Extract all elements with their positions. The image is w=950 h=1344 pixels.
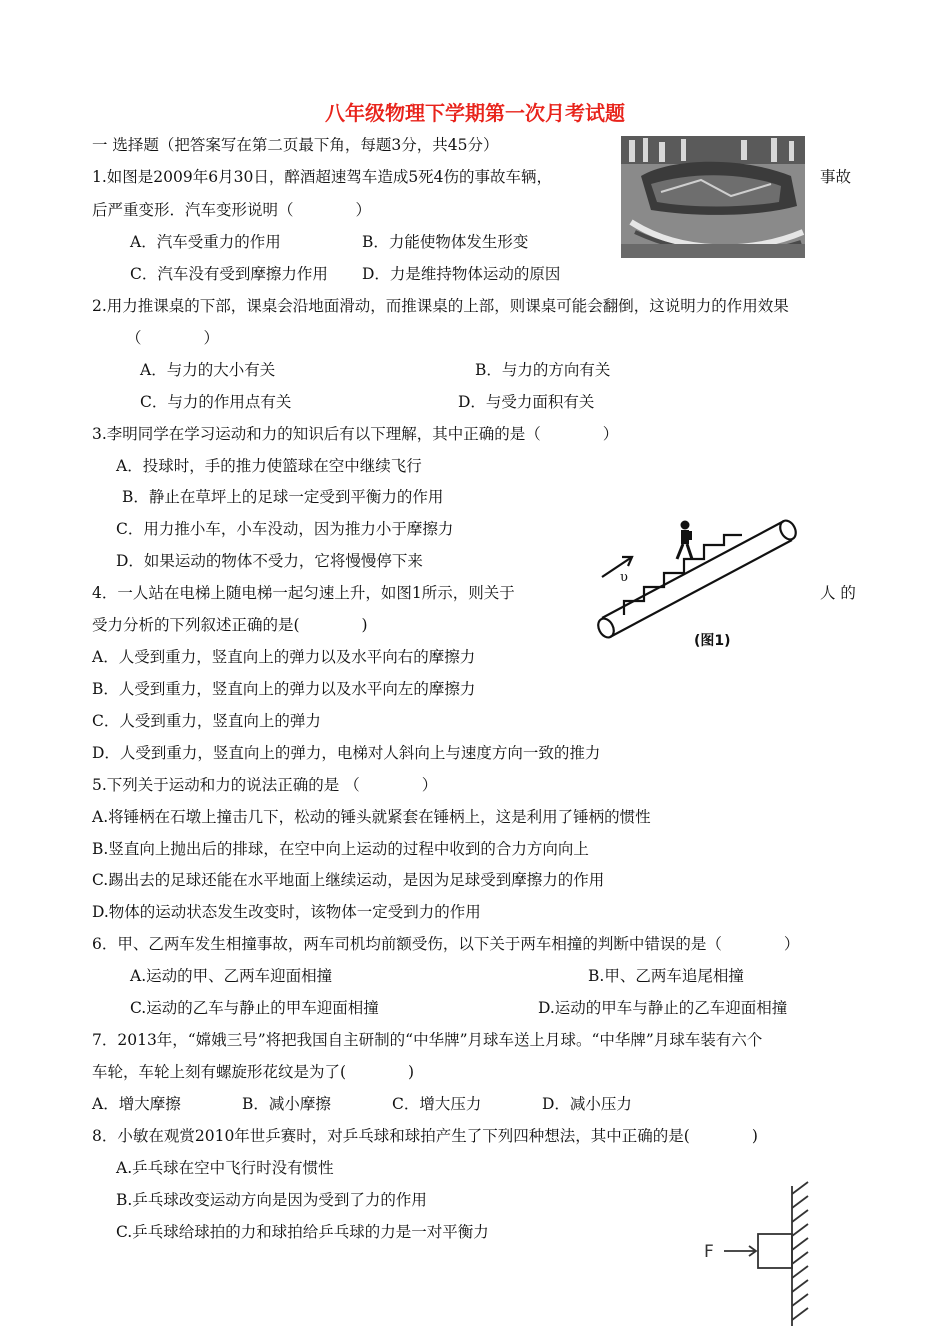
q3-option-a: A．投球时，手的推力使篮球在空中继续飞行 xyxy=(116,457,422,475)
q7-option-d: D．减小压力 xyxy=(542,1095,632,1113)
q7-option-a: A．增大摩擦 xyxy=(92,1095,181,1113)
q1-stem-tail: 事故 xyxy=(820,168,852,186)
q3-option-c: C．用力推小车，小车没动，因为推力小于摩擦力 xyxy=(116,520,454,538)
velocity-label: υ xyxy=(620,570,628,585)
force-label: F xyxy=(704,1242,714,1262)
q5-option-b: B.竖直向上抛出后的排球，在空中向上运动的过程中收到的合力方向向上 xyxy=(92,840,589,858)
page-title: 八年级物理下学期第一次月考试题 xyxy=(325,101,625,125)
q6-stem: 6．甲、乙两车发生相撞事故，两车司机均前额受伤，以下关于两车相撞的判断中错误的是（ ） xyxy=(92,935,800,953)
q4-stem-cont: 受力分析的下列叙述正确的是( ) xyxy=(92,616,368,634)
q2-option-b: B．与力的方向有关 xyxy=(475,361,611,379)
q2-option-d: D．与受力面积有关 xyxy=(458,393,595,411)
q5-option-d: D.物体的运动状态发生改变时，该物体一定受到力的作用 xyxy=(92,903,481,921)
q4-option-b: B．人受到重力，竖直向上的弹力以及水平向左的摩擦力 xyxy=(92,680,476,698)
q2-paren: （ ） xyxy=(126,329,220,347)
q2-stem: 2.用力推课桌的下部，课桌会沿地面滑动，而推课桌的上部，则课桌可能会翻倒，这说明力的作用效果 xyxy=(92,297,789,315)
q6-option-a: A.运动的甲、乙两车迎面相撞 xyxy=(130,967,333,985)
q5-option-c: C.踢出去的足球还能在水平地面上继续运动，是因为足球受到摩擦力的作用 xyxy=(92,871,605,889)
q6-option-c: C.运动的乙车与静止的甲车迎面相撞 xyxy=(130,999,379,1017)
q5-stem: 5.下列关于运动和力的说法正确的是 （ ） xyxy=(92,776,438,794)
q6-option-d: D.运动的甲车与静止的乙车迎面相撞 xyxy=(538,999,788,1017)
q1-option-c: C．汽车没有受到摩擦力作用 xyxy=(130,265,328,283)
q7-stem: 7．2013年，“嫦娥三号”将把我国自主研制的“中华牌”月球车送上月球。“中华牌”月球车装有六个 xyxy=(92,1031,763,1049)
q7-option-b: B．减小摩擦 xyxy=(242,1095,331,1113)
q1-option-a: A．汽车受重力的作用 xyxy=(130,233,281,251)
q8-option-a: A.乒乓球在空中飞行时没有惯性 xyxy=(116,1159,334,1177)
escalator-figure xyxy=(592,513,800,657)
q1-option-d: D．力是维持物体运动的原因 xyxy=(362,265,561,283)
car-crash-photo xyxy=(621,136,805,262)
q6-option-b: B.甲、乙两车追尾相撞 xyxy=(588,967,744,985)
q1-stem-cont: 后严重变形．汽车变形说明（ ） xyxy=(92,201,372,219)
q8-option-b: B.乒乓球改变运动方向是因为受到了力的作用 xyxy=(116,1191,427,1209)
q4-option-d: D．人受到重力，竖直向上的弹力，电梯对人斜向上与速度方向一致的推力 xyxy=(92,744,601,762)
q4-stem: 4．一人站在电梯上随电梯一起匀速上升，如图1所示，则关于 xyxy=(92,584,515,602)
q1-option-b: B．力能使物体发生形变 xyxy=(362,233,529,251)
figure-1-caption: (图1) xyxy=(694,633,731,649)
q4-stem-tail: 人 的 xyxy=(820,584,856,602)
block-wall-figure xyxy=(700,1180,820,1334)
q7-option-c: C．增大压力 xyxy=(392,1095,482,1113)
q3-stem: 3.李明同学在学习运动和力的知识后有以下理解，其中正确的是（ ） xyxy=(92,425,619,443)
q4-option-c: C．人受到重力，竖直向上的弹力 xyxy=(92,712,321,730)
q8-stem: 8．小敏在观赏2010年世乒赛时，对乒乓球和球拍产生了下列四种想法，其中正确的是( ) xyxy=(92,1127,758,1145)
q2-option-a: A．与力的大小有关 xyxy=(140,361,276,379)
q3-option-d: D．如果运动的物体不受力，它将慢慢停下来 xyxy=(116,552,423,570)
q5-option-a: A.将锤柄在石墩上撞击几下，松动的锤头就紧套在锤柄上，这是利用了锤柄的惯性 xyxy=(92,808,651,826)
q2-option-c: C．与力的作用点有关 xyxy=(140,393,292,411)
q8-option-c: C.乒乓球给球拍的力和球拍给乒乓球的力是一对平衡力 xyxy=(116,1223,489,1241)
q7-stem-cont: 车轮，车轮上刻有螺旋形花纹是为了( ) xyxy=(92,1063,415,1081)
q4-option-a: A．人受到重力，竖直向上的弹力以及水平向右的摩擦力 xyxy=(92,648,476,666)
q1-stem: 1.如图是2009年6月30日，醉酒超速驾车造成5死4伤的事故车辆， xyxy=(92,168,553,186)
q3-option-b: B．静止在草坪上的足球一定受到平衡力的作用 xyxy=(122,488,444,506)
section-heading: 一 选择题（把答案写在第二页最下角，每题3分，共45分） xyxy=(92,136,499,154)
